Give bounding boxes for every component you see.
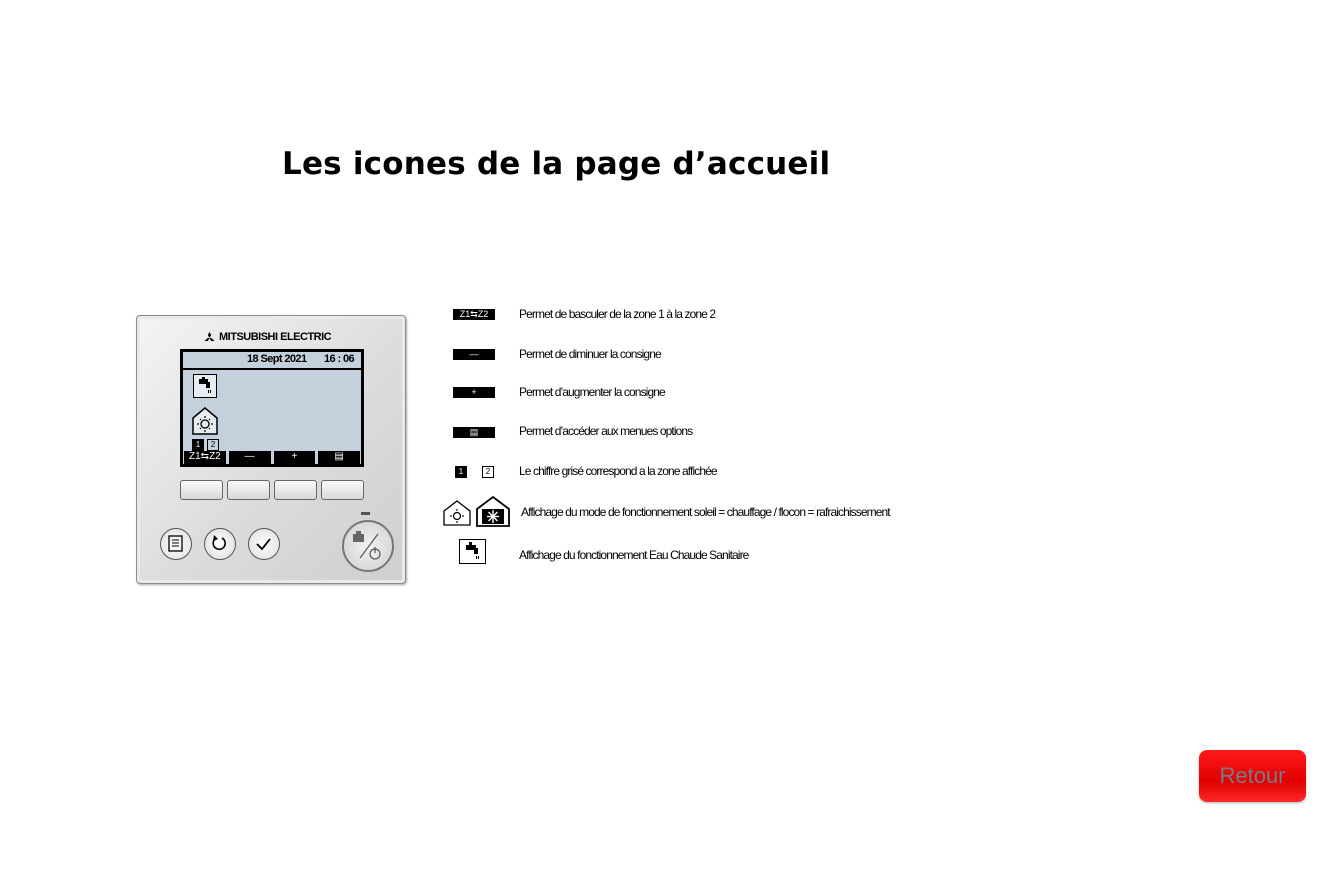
legend-decrease: Permet de diminuer la consigne — [519, 347, 661, 361]
softkey-zone-switch: Z1⇆Z2 — [184, 451, 226, 464]
menu-icon — [161, 529, 190, 558]
function-button-1[interactable] — [180, 480, 223, 500]
zone-2-legend-icon: 2 — [482, 466, 494, 478]
function-button-2[interactable] — [227, 480, 270, 500]
zone-indicator-icons — [455, 466, 494, 478]
zone-1-legend-icon: 1 — [455, 466, 467, 478]
back-button[interactable] — [204, 528, 236, 560]
function-button-4[interactable] — [321, 480, 364, 500]
power-button[interactable] — [342, 520, 394, 572]
minus-key-icon: — — [453, 349, 495, 360]
check-icon — [249, 529, 278, 558]
power-led — [361, 512, 370, 515]
controller-screen — [180, 349, 364, 467]
legend-zone-indicator: Le chiffre grisé correspond a la zone affichée — [519, 464, 717, 478]
remote-controller — [136, 315, 406, 584]
power-icon — [344, 522, 392, 570]
legend-mode: Affichage du mode de fonctionnement soleil = chauffage / flocon = rafraichissement — [521, 505, 890, 519]
screen-softkeys — [183, 451, 361, 464]
page-title: Les icones de la page d’accueil — [282, 146, 831, 182]
tap-icon — [459, 539, 486, 564]
screen-time: 16 : 06 — [324, 353, 355, 365]
zone-switch-key-icon: Z1⇆Z2 — [453, 309, 495, 320]
house-sun-icon — [443, 500, 471, 526]
zone-2-indicator: 2 — [207, 439, 219, 451]
mitsubishi-logo-icon — [203, 332, 216, 343]
legend-increase: Permet d’augmenter la consigne — [519, 385, 665, 399]
brand-name: MITSUBISHI ELECTRIC — [219, 331, 332, 343]
function-buttons — [180, 480, 364, 500]
confirm-button[interactable] — [248, 528, 280, 560]
zone-1-indicator: 1 — [192, 439, 204, 451]
tap-icon — [193, 374, 217, 398]
zone-indicators — [192, 439, 219, 451]
function-button-3[interactable] — [274, 480, 317, 500]
retour-button[interactable]: Retour — [1199, 750, 1306, 802]
menu-button[interactable] — [160, 528, 192, 560]
house-snowflake-icon — [476, 496, 510, 527]
softkey-decrease: — — [229, 451, 271, 464]
plus-key-icon: + — [453, 387, 495, 398]
legend-zone-switch: Permet de basculer de la zone 1 à la zone 2 — [519, 307, 716, 321]
softkey-increase: + — [274, 451, 316, 464]
brand-logo — [203, 331, 331, 343]
softkey-options: ▤ — [318, 451, 360, 464]
screen-date: 18 Sept 2021 — [247, 353, 307, 365]
screen-header — [183, 352, 361, 370]
legend-options: Permet d’accéder aux menues options — [519, 424, 693, 438]
options-key-icon: ▤ — [453, 427, 495, 438]
return-icon — [205, 529, 234, 558]
house-sun-icon — [192, 407, 218, 435]
legend-dhw: Affichage du fonctionnement Eau Chaude Sanitaire — [519, 548, 749, 562]
